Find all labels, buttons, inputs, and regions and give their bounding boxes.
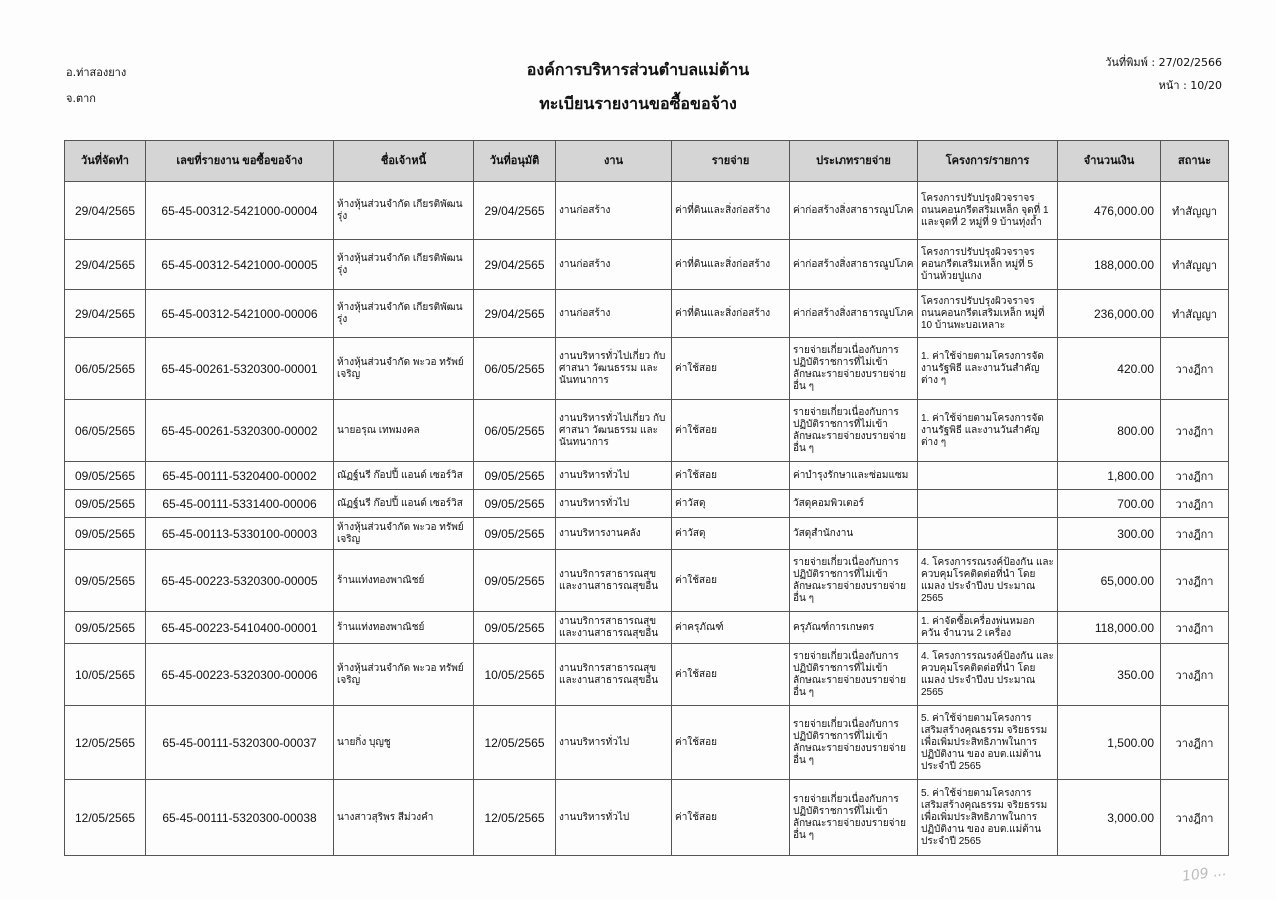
cell-date: 09/05/2565	[65, 550, 146, 612]
cell-approve-date: 09/05/2565	[474, 550, 556, 612]
cell-expense: ค่าที่ดินและสิ่งก่อสร้าง	[672, 182, 790, 240]
cell-amount: 236,000.00	[1058, 290, 1161, 338]
cell-report-no: 65-45-00223-5320300-00005	[146, 550, 334, 612]
cell-approve-date: 06/05/2565	[474, 400, 556, 462]
district-label: อ.ท่าสองยาง	[66, 66, 127, 79]
cell-amount: 1,800.00	[1058, 462, 1161, 490]
cell-work: งานบริการสาธารณสุข และงานสาธารณสุขอื่น	[556, 644, 672, 706]
cell-status: วางฎีกา	[1161, 462, 1229, 490]
cell-report-no: 65-45-00312-5421000-00006	[146, 290, 334, 338]
cell-approve-date: 29/04/2565	[474, 182, 556, 240]
table-row	[65, 400, 1229, 462]
cell-creditor: ห้างหุ้นส่วนจำกัด เกียรติพัฒน รุ่ง	[334, 182, 474, 240]
cell-amount: 700.00	[1058, 490, 1161, 518]
cell-creditor: นายกิ่ง บุญชู	[334, 706, 474, 780]
cell-creditor: นางสาวสุริพร สีม่วงคำ	[334, 780, 474, 856]
cell-project: 1. ค่าจัดซื้อเครื่องพ่นหมอก ควัน จำนวน 2 เครื่อง	[918, 612, 1058, 644]
cell-date: 09/05/2565	[65, 612, 146, 644]
cell-expense: ค่าใช้สอย	[672, 550, 790, 612]
cell-amount: 1,500.00	[1058, 706, 1161, 780]
cell-date: 12/05/2565	[65, 706, 146, 780]
cell-report-no: 65-45-00261-5320300-00001	[146, 338, 334, 400]
cell-report-no: 65-45-00312-5421000-00005	[146, 240, 334, 290]
cell-amount: 476,000.00	[1058, 182, 1161, 240]
cell-expense-type: วัสดุคอมพิวเตอร์	[790, 490, 918, 518]
table-row	[65, 706, 1229, 780]
cell-date: 06/05/2565	[65, 400, 146, 462]
cell-expense-type: ค่าก่อสร้างสิ่งสาธารณูปโภค	[790, 290, 918, 338]
cell-expense: ค่าใช้สอย	[672, 780, 790, 856]
table-row	[65, 780, 1229, 856]
cell-report-no: 65-45-00312-5421000-00004	[146, 182, 334, 240]
cell-project	[918, 490, 1058, 518]
cell-approve-date: 12/05/2565	[474, 780, 556, 856]
cell-status: วางฎีกา	[1161, 780, 1229, 856]
cell-project: 5. ค่าใช้จ่ายตามโครงการ เสริมสร้างคุณธรรม จริยธรรม เพื่อเพิ่มประสิทธิภาพในการ ปฏิบัติงาน ของ อบต.แม่ต้าน ประจำปี 2565	[918, 780, 1058, 856]
cell-status: วางฎีกา	[1161, 518, 1229, 550]
cell-work: งานบริการสาธารณสุข และงานสาธารณสุขอื่น	[556, 612, 672, 644]
cell-amount: 65,000.00	[1058, 550, 1161, 612]
cell-expense-type: ค่าก่อสร้างสิ่งสาธารณูปโภค	[790, 240, 918, 290]
cell-work: งานบริหารทั่วไป	[556, 462, 672, 490]
col-header-expense: รายจ่าย	[672, 141, 790, 182]
cell-creditor: ร้านแท่งทองพาณิชย์	[334, 550, 474, 612]
table-row	[65, 612, 1229, 644]
cell-expense: ค่าใช้สอย	[672, 338, 790, 400]
cell-project: โครงการปรับปรุงผิวจราจร คอนกรีตเสริมเหล็ก หมู่ที่ 5 บ้านห้วยปูแกง	[918, 240, 1058, 290]
cell-expense-type: ค่าบำรุงรักษาและซ่อมแซม	[790, 462, 918, 490]
cell-creditor: ห้างหุ้นส่วนจำกัด พะวอ ทรัพย์ เจริญ	[334, 338, 474, 400]
report-title: ทะเบียนรายงานขอซื้อขอจ้าง	[539, 94, 737, 113]
cell-project: 5. ค่าใช้จ่ายตามโครงการ เสริมสร้างคุณธรรม จริยธรรม เพื่อเพิ่มประสิทธิภาพในการ ปฏิบัติงาน ของ อบต.แม่ต้าน ประจำปี 2565	[918, 706, 1058, 780]
cell-project: 1. ค่าใช้จ่ายตามโครงการจัด งานรัฐพิธี และงานวันสำคัญ ต่าง ๆ	[918, 400, 1058, 462]
cell-creditor: ณัฏฐ์นรี ก๊อปปี้ แอนด์ เซอร์วิส	[334, 490, 474, 518]
table-row	[65, 182, 1229, 240]
cell-creditor: ณัฏฐ์นรี ก๊อปปี้ แอนด์ เซอร์วิส	[334, 462, 474, 490]
col-header-work: งาน	[556, 141, 672, 182]
cell-work: งานบริหารทั่วไป	[556, 490, 672, 518]
cell-amount: 118,000.00	[1058, 612, 1161, 644]
cell-expense: ค่าใช้สอย	[672, 400, 790, 462]
cell-approve-date: 09/05/2565	[474, 612, 556, 644]
page-number: หน้า : 10/20	[1158, 79, 1222, 92]
cell-work: งานก่อสร้าง	[556, 182, 672, 240]
cell-status: ทำสัญญา	[1161, 182, 1229, 240]
cell-date: 29/04/2565	[65, 290, 146, 338]
cell-expense-type: วัสดุสำนักงาน	[790, 518, 918, 550]
cell-approve-date: 10/05/2565	[474, 644, 556, 706]
cell-date: 29/04/2565	[65, 182, 146, 240]
col-header-amount: จำนวนเงิน	[1058, 141, 1161, 182]
cell-status: วางฎีกา	[1161, 550, 1229, 612]
cell-expense-type: ค่าก่อสร้างสิ่งสาธารณูปโภค	[790, 182, 918, 240]
cell-creditor: ห้างหุ้นส่วนจำกัด เกียรติพัฒน รุ่ง	[334, 290, 474, 338]
organization-title: องค์การบริหารส่วนตำบลแม่ต้าน	[526, 60, 750, 79]
col-header-project: โครงการ/รายการ	[918, 141, 1058, 182]
cell-expense: ค่าใช้สอย	[672, 706, 790, 780]
col-header-date: วันที่จัดทำ	[65, 141, 146, 182]
cell-project: 1. ค่าใช้จ่ายตามโครงการจัด งานรัฐพิธี และงานวันสำคัญ ต่าง ๆ	[918, 338, 1058, 400]
cell-date: 29/04/2565	[65, 240, 146, 290]
cell-amount: 3,000.00	[1058, 780, 1161, 856]
cell-date: 06/05/2565	[65, 338, 146, 400]
cell-status: วางฎีกา	[1161, 338, 1229, 400]
cell-work: งานบริหารงานคลัง	[556, 518, 672, 550]
cell-work: งานบริหารทั่วไป	[556, 780, 672, 856]
cell-work: งานก่อสร้าง	[556, 290, 672, 338]
col-header-expense-type: ประเภทรายจ่าย	[790, 141, 918, 182]
table-row	[65, 462, 1229, 490]
cell-status: ทำสัญญา	[1161, 240, 1229, 290]
cell-expense-type: รายจ่ายเกี่ยวเนื่องกับการ ปฏิบัติราชการที่ไม่เข้า ลักษณะรายจ่ายงบรายจ่าย อื่น ๆ	[790, 400, 918, 462]
cell-report-no: 65-45-00111-5320300-00038	[146, 780, 334, 856]
cell-expense-type: รายจ่ายเกี่ยวเนื่องกับการ ปฏิบัติราชการที่ไม่เข้า ลักษณะรายจ่ายงบรายจ่าย อื่น ๆ	[790, 550, 918, 612]
cell-work: งานบริหารทั่วไปเกี่ยว กับศาสนา วัฒนธรรม และนันทนาการ	[556, 338, 672, 400]
cell-amount: 188,000.00	[1058, 240, 1161, 290]
cell-report-no: 65-45-00223-5410400-00001	[146, 612, 334, 644]
cell-project: โครงการปรับปรุงผิวจราจร ถนนคอนกรีตสริมเหล็ก จุดที่ 1 และจุดที่ 2 หมู่ที่ 9 บ้านทุ่งถ้ำ	[918, 182, 1058, 240]
table-row	[65, 518, 1229, 550]
cell-project: 4. โครงการรณรงค์ป้องกัน และควบคุมโรคติดต่อที่นำ โดยแมลง ประจำปีงบ ประมาณ 2565	[918, 550, 1058, 612]
cell-approve-date: 29/04/2565	[474, 290, 556, 338]
cell-expense: ค่าที่ดินและสิ่งก่อสร้าง	[672, 240, 790, 290]
cell-status: วางฎีกา	[1161, 612, 1229, 644]
cell-report-no: 65-45-00111-5331400-00006	[146, 490, 334, 518]
cell-report-no: 65-45-00111-5320300-00037	[146, 706, 334, 780]
cell-approve-date: 29/04/2565	[474, 240, 556, 290]
cell-expense-type: รายจ่ายเกี่ยวเนื่องกับการ ปฏิบัติราชการที่ไม่เข้า ลักษณะรายจ่ายงบรายจ่าย อื่น ๆ	[790, 706, 918, 780]
cell-expense: ค่าวัสดุ	[672, 490, 790, 518]
cell-approve-date: 12/05/2565	[474, 706, 556, 780]
cell-expense-type: รายจ่ายเกี่ยวเนื่องกับการ ปฏิบัติราชการที่ไม่เข้า ลักษณะรายจ่ายงบรายจ่าย อื่น ๆ	[790, 780, 918, 856]
cell-amount: 800.00	[1058, 400, 1161, 462]
table-row	[65, 338, 1229, 400]
cell-work: งานบริการสาธารณสุข และงานสาธารณสุขอื่น	[556, 550, 672, 612]
cell-report-no: 65-45-00261-5320300-00002	[146, 400, 334, 462]
cell-expense: ค่าใช้สอย	[672, 644, 790, 706]
cell-work: งานก่อสร้าง	[556, 240, 672, 290]
cell-amount: 420.00	[1058, 338, 1161, 400]
cell-expense-type: รายจ่ายเกี่ยวเนื่องกับการ ปฏิบัติราชการที่ไม่เข้า ลักษณะรายจ่ายงบรายจ่าย อื่น ๆ	[790, 644, 918, 706]
table-header-row	[65, 141, 1229, 182]
table-row	[65, 550, 1229, 612]
cell-expense-type: รายจ่ายเกี่ยวเนื่องกับการ ปฏิบัติราชการที่ไม่เข้า ลักษณะรายจ่ายงบรายจ่าย อื่น ๆ	[790, 338, 918, 400]
cell-project	[918, 462, 1058, 490]
cell-creditor: ร้านแท่งทองพาณิชย์	[334, 612, 474, 644]
cell-amount: 350.00	[1058, 644, 1161, 706]
handwritten-note: 109 ...	[1181, 862, 1228, 886]
cell-date: 10/05/2565	[65, 644, 146, 706]
cell-date: 09/05/2565	[65, 518, 146, 550]
cell-status: วางฎีกา	[1161, 400, 1229, 462]
cell-expense: ค่าครุภัณฑ์	[672, 612, 790, 644]
table-row	[65, 290, 1229, 338]
cell-project: โครงการปรับปรุงผิวจราจร ถนนคอนกรีตเสริมเหล็ก หมู่ที่ 10 บ้านพะบอเหลาะ	[918, 290, 1058, 338]
cell-report-no: 65-45-00113-5330100-00003	[146, 518, 334, 550]
cell-amount: 300.00	[1058, 518, 1161, 550]
cell-expense: ค่าใช้สอย	[672, 462, 790, 490]
cell-creditor: ห้างหุ้นส่วนจำกัด พะวอ ทรัพย์ เจริญ	[334, 644, 474, 706]
cell-work: งานบริหารทั่วไป	[556, 706, 672, 780]
province-label: จ.ตาก	[66, 92, 96, 105]
col-header-report-no: เลขที่รายงาน ขอซื้อขอจ้าง	[146, 141, 334, 182]
cell-creditor: ห้างหุ้นส่วนจำกัด พะวอ ทรัพย์ เจริญ	[334, 518, 474, 550]
col-header-status: สถานะ	[1161, 141, 1229, 182]
cell-status: วางฎีกา	[1161, 490, 1229, 518]
table-row	[65, 644, 1229, 706]
cell-expense-type: ครุภัณฑ์การเกษตร	[790, 612, 918, 644]
cell-report-no: 65-45-00223-5320300-00006	[146, 644, 334, 706]
cell-creditor: นายอรุณ เทพมงคล	[334, 400, 474, 462]
cell-creditor: ห้างหุ้นส่วนจำกัด เกียรติพัฒน รุ่ง	[334, 240, 474, 290]
cell-status: วางฎีกา	[1161, 706, 1229, 780]
cell-approve-date: 06/05/2565	[474, 338, 556, 400]
cell-expense: ค่าวัสดุ	[672, 518, 790, 550]
table-row	[65, 490, 1229, 518]
cell-status: ทำสัญญา	[1161, 290, 1229, 338]
cell-date: 09/05/2565	[65, 490, 146, 518]
print-date: วันที่พิมพ์ : 27/02/2566	[1105, 56, 1222, 69]
cell-expense: ค่าที่ดินและสิ่งก่อสร้าง	[672, 290, 790, 338]
cell-approve-date: 09/05/2565	[474, 490, 556, 518]
cell-approve-date: 09/05/2565	[474, 518, 556, 550]
cell-report-no: 65-45-00111-5320400-00002	[146, 462, 334, 490]
purchase-register-table	[64, 140, 1229, 856]
cell-work: งานบริหารทั่วไปเกี่ยว กับศาสนา วัฒนธรรม และนันทนาการ	[556, 400, 672, 462]
cell-project: 4. โครงการรณรงค์ป้องกัน และควบคุมโรคติดต่อที่นำ โดยแมลง ประจำปีงบ ประมาณ 2565	[918, 644, 1058, 706]
table-row	[65, 240, 1229, 290]
cell-date: 12/05/2565	[65, 780, 146, 856]
cell-project	[918, 518, 1058, 550]
col-header-approve-date: วันที่อนุมัติ	[474, 141, 556, 182]
cell-status: วางฎีกา	[1161, 644, 1229, 706]
col-header-creditor: ชื่อเจ้าหนี้	[334, 141, 474, 182]
cell-approve-date: 09/05/2565	[474, 462, 556, 490]
cell-date: 09/05/2565	[65, 462, 146, 490]
